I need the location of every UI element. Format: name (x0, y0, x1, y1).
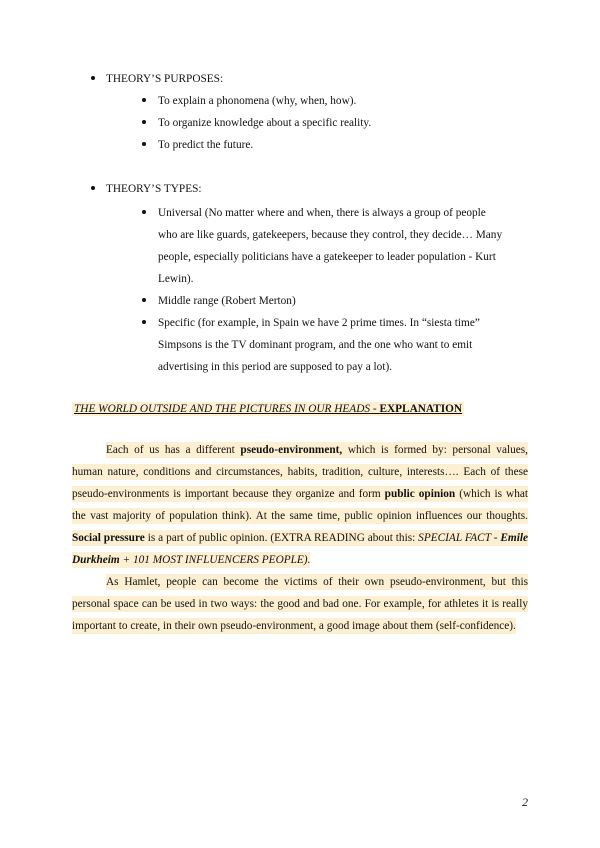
paragraph-pseudo-environment (72, 439, 528, 571)
type-item-line: Simpsons is the TV dominant program, and the one who want to emit (158, 339, 473, 351)
purpose-item: To predict the future. (158, 139, 254, 151)
type-item-line: Middle range (Robert Merton) (158, 295, 296, 307)
p1-text: Each of us has a different pseudo-environment, which is formed by: personal values, human nature, conditions and circumstances, habits, tradition, culture, interests…. Each of these pseudo-environments is important because they organize and form public opinion (which is what the vast majority of population think). At the same time, public opinion influences our thoughts. Social pressure is a part of public opinion. (EXTRA READING about this: SPECIAL FACT - Emile Durkheim + 101 MOST INFLUENCERS PEOPLE). (72, 444, 529, 566)
section-title-bold: EXPLANATION (379, 403, 463, 415)
type-item-line: Specific (for example, in Spain we have 2 prime times. In “siesta time” (158, 317, 480, 329)
bullet-icon (142, 320, 146, 324)
purpose-item: To organize knowledge about a specific reality. (158, 117, 372, 129)
bullet-icon (142, 98, 146, 102)
type-item-line: Lewin). (158, 273, 194, 285)
bullet-icon (142, 142, 146, 146)
p2-text: As Hamlet, people can become the victims of their own pseudo-environment, but this personal space can be used in two ways: the good and bad one. For example, for athletes it is really important to create, in their own pseudo-environment, a good image about them (self-confidence). (72, 576, 528, 632)
paragraph-hamlet (72, 571, 528, 637)
bullet-icon (91, 186, 95, 190)
purpose-item: To explain a phonomena (why, when, how). (158, 95, 357, 107)
bullet-icon (142, 298, 146, 302)
type-item-line: advertising in this period are supposed to pay a lot). (158, 361, 393, 373)
type-item-line: people, especially politicians have a gatekeeper to leader population - Kurt (158, 251, 496, 263)
section-title (72, 402, 464, 416)
bullet-icon (142, 210, 146, 214)
type-item-line: Universal (No matter where and when, there is always a group of people (158, 207, 486, 219)
purposes-heading: THEORY’S PURPOSES: (106, 73, 224, 85)
type-item-line: who are like guards, gatekeepers, because they control, they decide… Many (158, 229, 503, 241)
bullet-icon (142, 120, 146, 124)
page-number: 2 (522, 795, 528, 809)
section-title-italic: THE WORLD OUTSIDE AND THE PICTURES IN OUR HEADS - (74, 403, 380, 415)
bullet-icon (91, 76, 95, 80)
types-heading: THEORY’S TYPES: (106, 183, 202, 195)
